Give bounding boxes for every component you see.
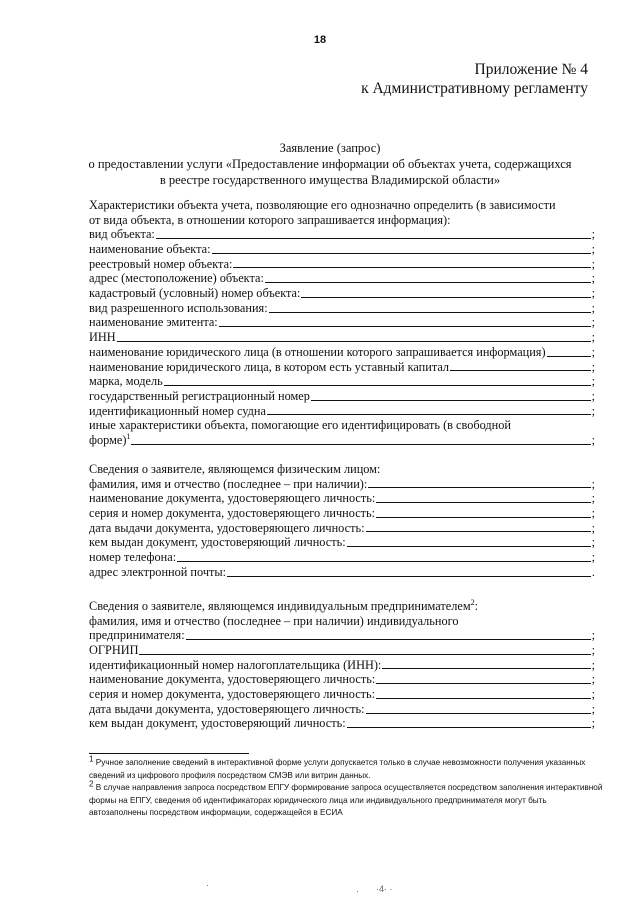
field-id-issued-by[interactable]: кем выдан документ, удостоверяющий личность: ;	[89, 535, 595, 550]
appendix-header	[361, 60, 588, 98]
fill-line[interactable]	[376, 517, 591, 518]
field-id-document-name[interactable]: наименование документа, удостоверяющего личность: ;	[89, 491, 595, 506]
footnote-2: $^2$ В случае направления запроса посредством ЕПГУ формирование запроса осуществляется посредством заполнения интерактивной формы на ЕПГУ, сведения об идентификаторах юридического лица или индивидуального предпринимателя могут быть автозаполнены посредством информации, содержащейся в ЕСИА	[89, 779, 603, 818]
field-object-name[interactable]: наименование объекта: ;	[89, 242, 595, 257]
field-registration-number[interactable]: государственный регистрационный номер ;	[89, 388, 595, 403]
fill-line[interactable]	[219, 326, 591, 327]
fill-line[interactable]	[547, 356, 591, 357]
fill-line[interactable]	[156, 238, 591, 239]
fill-line[interactable]	[301, 297, 590, 298]
fill-line[interactable]	[347, 546, 591, 547]
fill-line[interactable]	[164, 385, 591, 386]
fill-line[interactable]	[376, 698, 591, 699]
field-phone[interactable]: номер телефона: ;	[89, 550, 595, 565]
fill-line[interactable]	[368, 487, 590, 488]
field-cadastral-number[interactable]: кадастровый (условный) номер объекта: ;	[89, 286, 595, 301]
appendix-regulation: к Административному регламенту	[361, 80, 588, 97]
scan-mark: ·	[206, 880, 209, 890]
fill-line[interactable]	[227, 576, 591, 577]
scan-mark: ·	[356, 886, 359, 896]
fill-line[interactable]	[382, 668, 590, 669]
entrepreneur-applicant-section	[89, 599, 595, 731]
field-taxpayer-inn[interactable]: идентификационный номер налогоплательщика (ИНН): ;	[89, 657, 595, 672]
fill-line[interactable]	[267, 414, 591, 415]
footnote-ref-2: 2	[470, 597, 475, 607]
footnote-1: $^1$ Ручное заполнение сведений в интерактивной форме услуги допускается только в случае невозможности получения указанных сведений из цифрового профиля посредством СМЭВ или витрин данных.	[89, 754, 586, 780]
fill-line[interactable]	[269, 312, 591, 313]
field-ogrnip[interactable]: ОГРНИП ;	[89, 643, 595, 658]
section-heading: Сведения о заявителе, являющемся индивидуальным предпринимателем$^2$:	[89, 597, 479, 613]
field-id-document-name[interactable]: наименование документа, удостоверяющего личность: ;	[89, 672, 595, 687]
field-registry-number[interactable]: реестровый номер объекта: ;	[89, 256, 595, 271]
field-id-issued-by[interactable]: кем выдан документ, удостоверяющий личность: ;	[89, 716, 595, 731]
field-legal-entity-name[interactable]: наименование юридического лица (в отношении которого запрашивается информация) ;	[89, 344, 595, 359]
field-other-characteristics[interactable]: форме)$^1$ ;	[89, 431, 595, 447]
fill-line[interactable]	[376, 683, 590, 684]
scan-mark: ·4· ·	[376, 884, 393, 894]
fill-line[interactable]	[212, 253, 591, 254]
fill-line[interactable]	[117, 341, 591, 342]
field-inn[interactable]: ИНН ;	[89, 330, 595, 345]
footnotes	[89, 754, 604, 820]
field-object-address[interactable]: адрес (местоположение) объекта: ;	[89, 271, 595, 286]
fill-line[interactable]	[347, 727, 591, 728]
field-capital-entity-name[interactable]: наименование юридического лица, в котором есть уставный капитал ;	[89, 359, 595, 374]
fill-line[interactable]	[265, 282, 591, 283]
page-number: 18	[313, 34, 327, 46]
fill-line[interactable]	[366, 713, 591, 714]
title-line-1: Заявление (запрос)	[279, 141, 381, 155]
field-id-series-number[interactable]: серия и номер документа, удостоверяющего личность: ;	[89, 687, 595, 702]
fill-line[interactable]	[131, 444, 590, 445]
other-characteristics-label: иные характеристики объекта, помогающие его идентифицировать (в свободной	[89, 418, 511, 433]
field-id-series-number[interactable]: серия и номер документа, удостоверяющего личность: ;	[89, 506, 595, 521]
fill-line[interactable]	[450, 370, 591, 371]
section-heading: Сведения о заявителе, являющемся физическим лицом:	[89, 461, 381, 476]
field-make-model[interactable]: марка, модель ;	[89, 374, 595, 389]
field-id-issue-date[interactable]: дата выдачи документа, удостоверяющего личность: ;	[89, 520, 595, 535]
field-issuer-name[interactable]: наименование эмитента: ;	[89, 315, 595, 330]
fill-line[interactable]	[366, 531, 591, 532]
fill-line[interactable]	[177, 561, 590, 562]
field-email[interactable]: адрес электронной почты: .	[89, 564, 595, 579]
fill-line[interactable]	[311, 400, 591, 401]
fill-line[interactable]	[186, 639, 591, 640]
field-entrepreneur-name[interactable]: предпринимателя: ;	[89, 628, 595, 643]
entrepreneur-name-label: фамилия, имя и отчество (последнее – при наличии) индивидуального	[89, 613, 459, 628]
footnote-ref-1: 1	[126, 431, 131, 441]
field-permitted-use[interactable]: вид разрешенного использования: ;	[89, 300, 595, 315]
fill-line[interactable]	[233, 267, 590, 268]
fill-line[interactable]	[376, 502, 590, 503]
field-object-type[interactable]: вид объекта: ;	[89, 227, 595, 242]
appendix-number: Приложение № 4	[474, 61, 588, 78]
section-intro: от вида объекта, в отношении которого запрашивается информация):	[89, 212, 451, 227]
title-line-2: о предоставлении услуги «Предоставление информации об объектах учета, содержащихся	[88, 157, 572, 171]
field-full-name[interactable]: фамилия, имя и отчество (последнее – при наличии): ;	[89, 476, 595, 491]
object-characteristics-section	[89, 198, 595, 448]
field-id-issue-date[interactable]: дата выдачи документа, удостоверяющего личность: ;	[89, 701, 595, 716]
individual-applicant-section	[89, 462, 595, 580]
footnote-separator	[89, 753, 249, 754]
field-vessel-id[interactable]: идентификационный номер судна ;	[89, 403, 595, 418]
title-line-3: в реестре государственного имущества Владимирской области»	[159, 173, 501, 187]
fill-line[interactable]	[139, 654, 590, 655]
document-title	[60, 140, 600, 188]
section-intro: Характеристики объекта учета, позволяющие его однозначно определить (в зависимости	[89, 197, 556, 212]
